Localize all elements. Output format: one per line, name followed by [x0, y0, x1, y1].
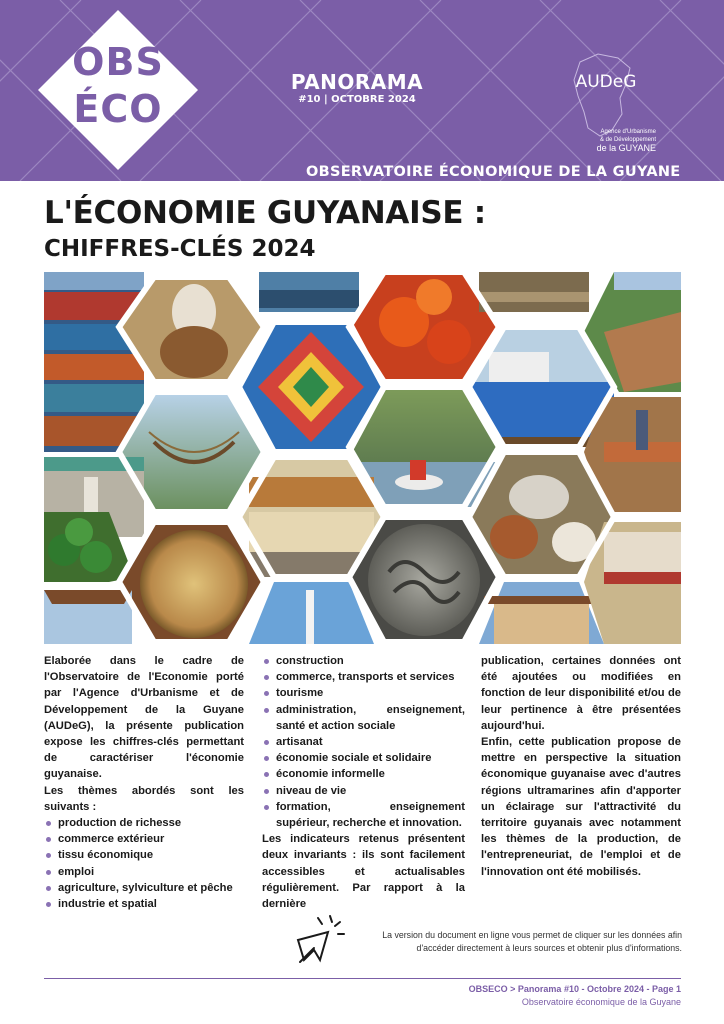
footer-divider: [44, 978, 681, 979]
series-title: PANORAMA: [290, 70, 424, 94]
theme-item: artisanat: [262, 734, 465, 750]
column-2: [262, 653, 465, 912]
audeg-logo-text: AUDeG: [575, 72, 637, 92]
note-line-1: La version du document en ligne vous permet de cliquer sur les données afin: [382, 930, 682, 940]
theme-item: commerce extérieur: [44, 831, 244, 847]
column-3: [481, 653, 681, 880]
themes-intro: Les thèmes abordés sont les suivants :: [44, 784, 244, 813]
theme-item: administration, enseignement, santé et action sociale: [262, 702, 465, 734]
issue-number: #10 | OCTOBRE 2024: [298, 94, 416, 105]
perspective-paragraph: Enfin, cette publication propose de mettre en perspective la situation économique guyanaise avec d'autres régions ultramarines afin d'apporter un éclairage sur l'attractivité du territoire guyanais avec notamment les thèmes de la production, de l'entrepreneuriat, de l'emploi et de l'innovation ont été mobilisés.: [481, 736, 681, 878]
theme-item: tissu économique: [44, 847, 244, 863]
themes-list-1: [44, 815, 244, 912]
theme-item: industrie et spatial: [44, 896, 244, 912]
theme-item: tourisme: [262, 685, 465, 701]
theme-item: commerce, transports et services: [262, 669, 465, 685]
theme-item: emploi: [44, 864, 244, 880]
photo-aerial-road: [479, 272, 589, 312]
theme-item: économie informelle: [262, 766, 465, 782]
indicators-paragraph: Les indicateurs retenus présentent deux invariants : ils sont facilement accessibles et actualisables régulièrement. Par rapport à la dernière: [262, 833, 465, 911]
theme-item: agriculture, sylviculture et pêche: [44, 880, 244, 896]
column-1: [44, 653, 244, 912]
photo-containers: [44, 272, 144, 452]
logo-eco-text: ÉCO: [73, 87, 163, 131]
note-line-2: d'accéder directement à leurs sources et obtenir plus d'informations.: [416, 943, 682, 953]
audeg-sub-line3: de la GUYANE: [596, 143, 656, 153]
themes-list-2: [262, 653, 465, 831]
header-banner: [0, 0, 724, 181]
photo-pavilion: [44, 590, 132, 644]
photo-boat: [259, 272, 359, 312]
theme-item: production de richesse: [44, 815, 244, 831]
observatory-band: OBSERVATOIRE ÉCONOMIQUE DE LA GUYANE: [306, 164, 681, 180]
publication-paragraph: publication, certaines données ont été ajoutées ou modifiées en fonction de leur disponibilité et/ou de leur pertinence à être présentées aujourd'hui.: [481, 655, 681, 732]
theme-item: formation, enseignement supérieur, recherche et innovation.: [262, 799, 465, 831]
photo-mosaic: [44, 272, 681, 644]
page-subtitle: CHIFFRES-CLÉS 2024: [44, 236, 316, 262]
footer-page-ref: OBSECO > Panorama #10 - Octobre 2024 - Page 1: [468, 984, 681, 994]
logo-obs-text: OBS: [72, 40, 164, 84]
page-title: L'ÉCONOMIE GUYANAISE :: [44, 195, 486, 231]
audeg-sub-line1: Agence d'Urbanisme: [600, 129, 656, 135]
audeg-sub-line2: & de Développement: [599, 137, 656, 143]
theme-item: construction: [262, 653, 465, 669]
theme-item: économie sociale et solidaire: [262, 750, 465, 766]
theme-item: niveau de vie: [262, 783, 465, 799]
audeg-subtitle: [556, 128, 656, 152]
footer-observatory: Observatoire économique de la Guyane: [521, 997, 681, 1007]
intro-paragraph: Elaborée dans le cadre de l'Observatoire de l'Economie porté par l'Agence d'Urbanisme et de Développement de la Guyane (AUDeG), la présente publication expose les chiffres-clés permettant de caractériser l'économie guyanaise.: [44, 655, 244, 781]
cursor-click-icon: [290, 910, 350, 966]
online-version-note: [356, 929, 682, 955]
